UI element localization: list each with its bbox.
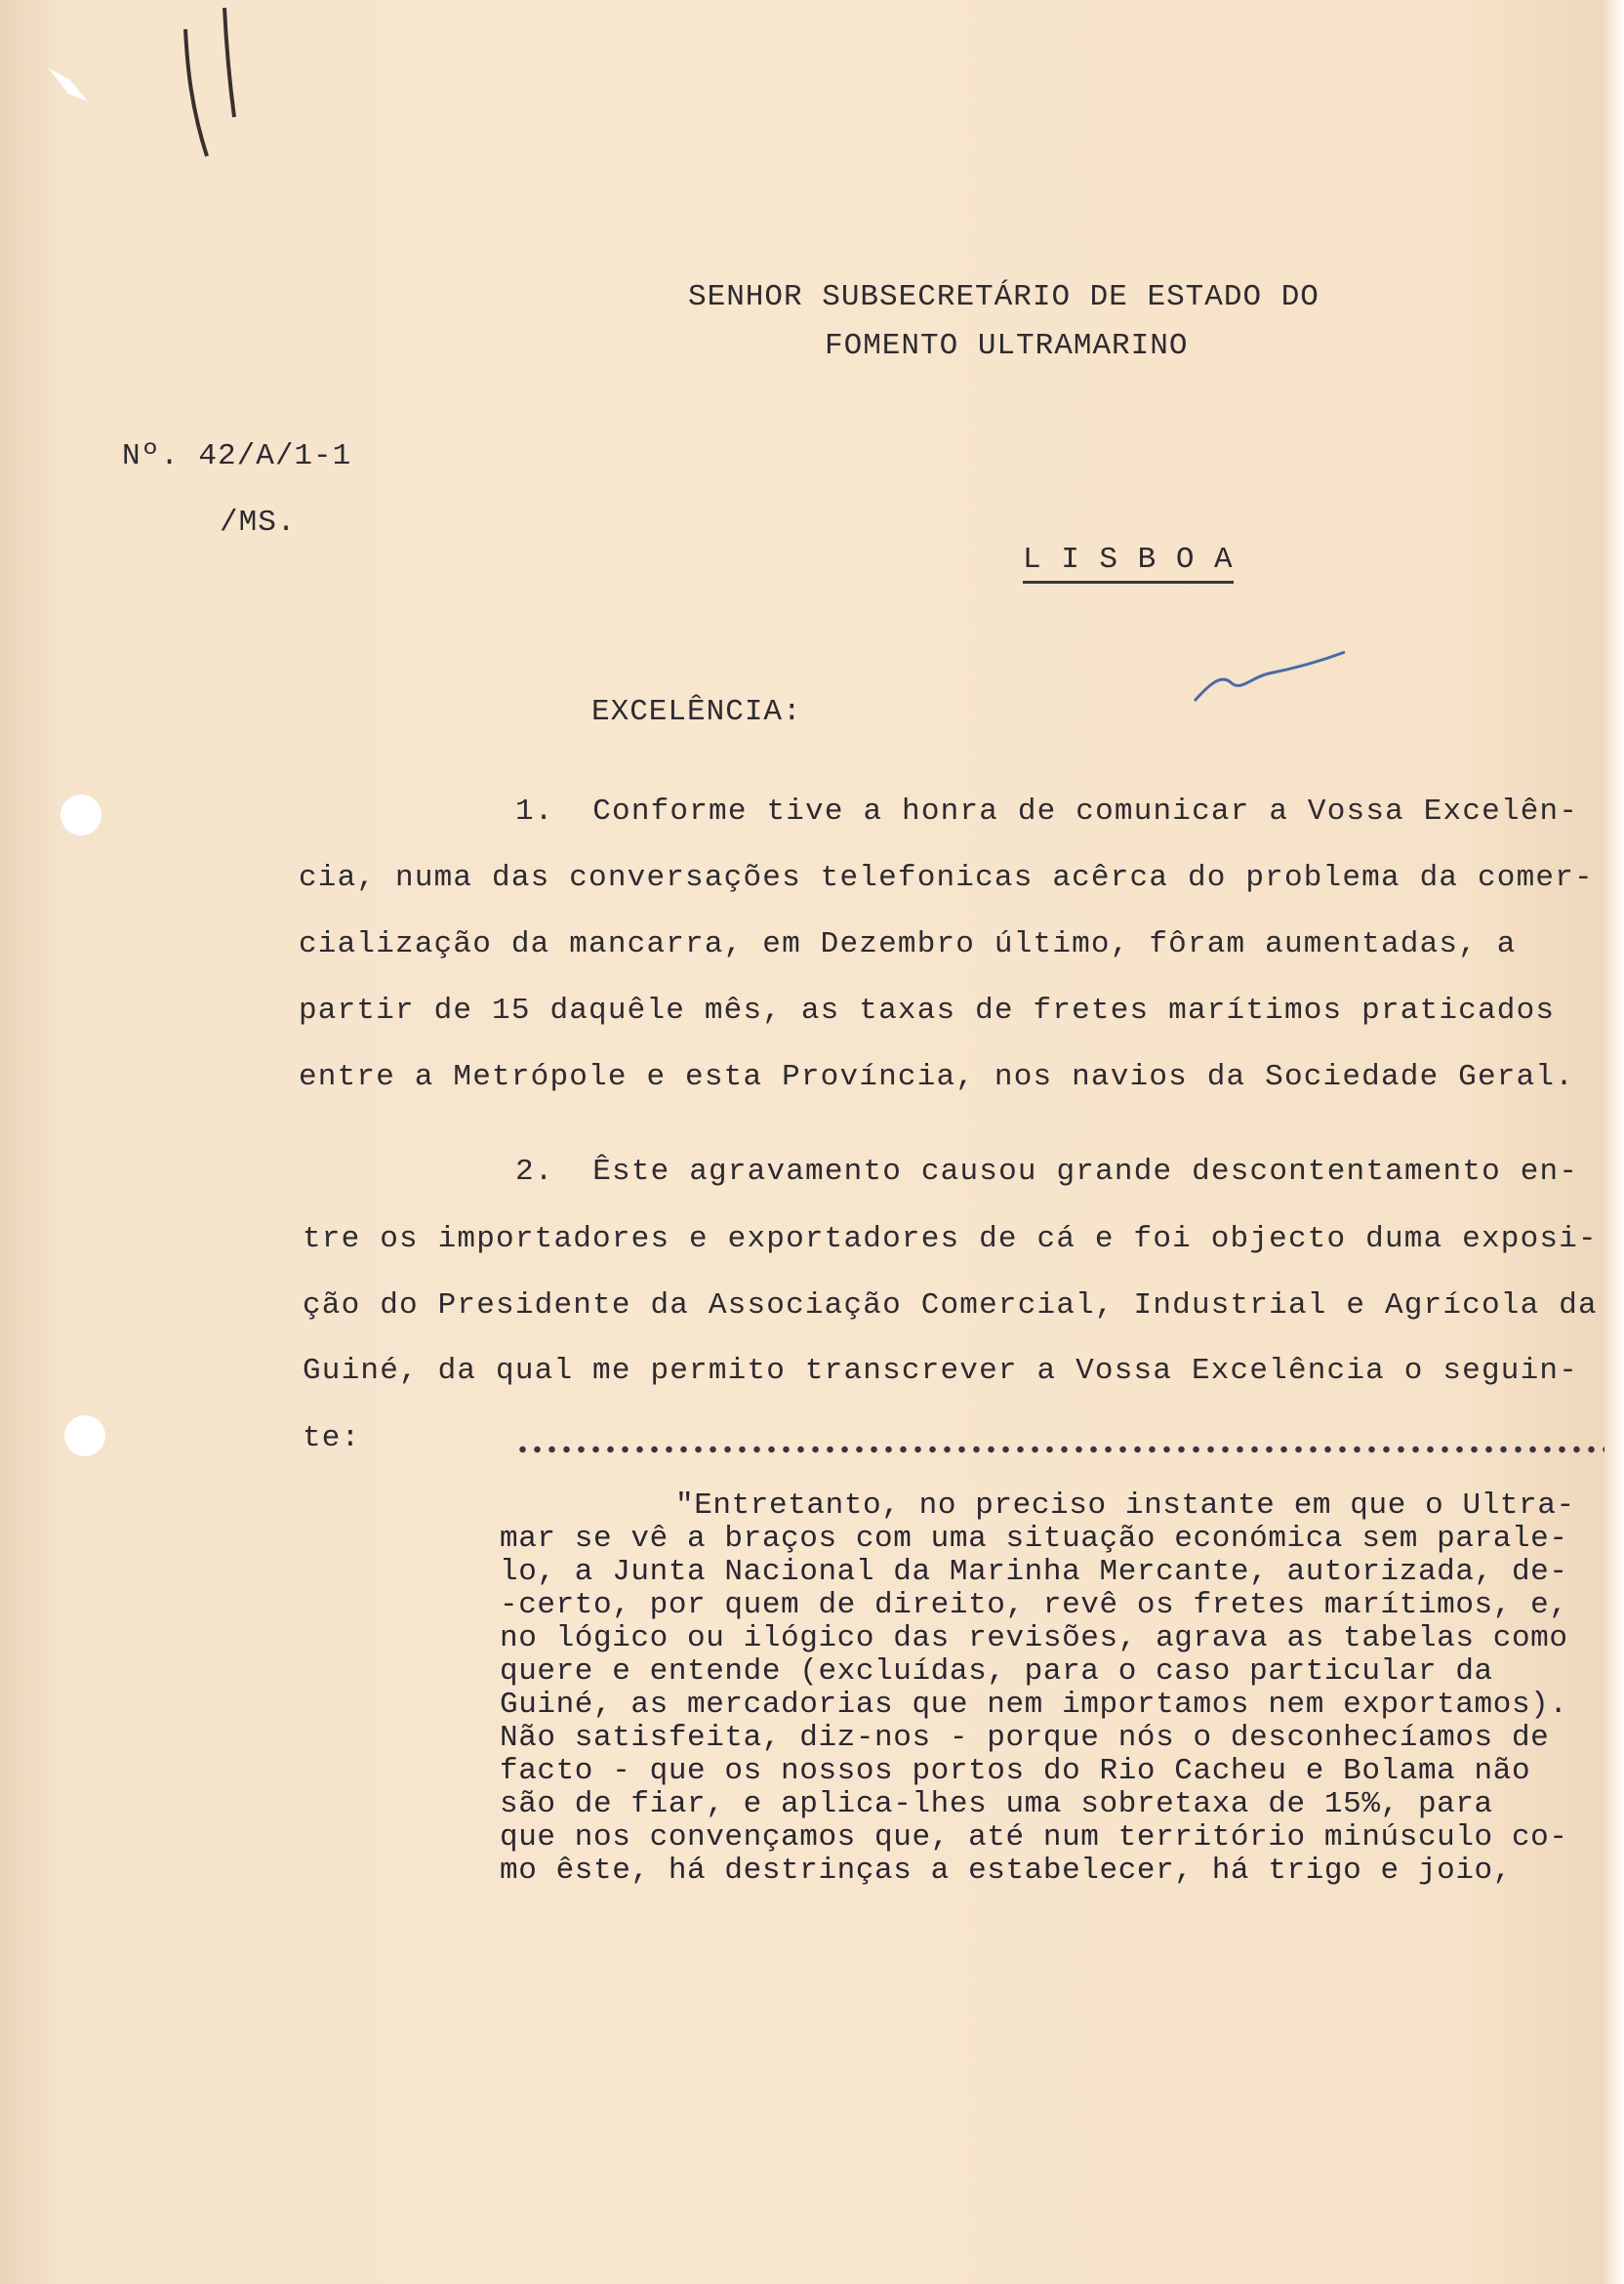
- quote-line: no lógico ou ilógico das revisões, agrava as tabelas como: [500, 1621, 1568, 1655]
- paragraph-1-line: entre a Metrópole e esta Província, nos navios da Sociedade Geral.: [299, 1060, 1574, 1094]
- quote-line: "Entretanto, no preciso instante em que o Ultra-: [675, 1489, 1575, 1523]
- reference-initials: /MS.: [220, 506, 297, 540]
- pen-stroke-right: [224, 8, 234, 117]
- recipient-line-2: FOMENTO ULTRAMARINO: [825, 329, 1189, 363]
- quote-line: -certo, por quem de direito, revê os fretes marítimos, e,: [500, 1588, 1568, 1622]
- paper-tear: [49, 68, 88, 102]
- dotted-separator: [515, 1445, 1604, 1454]
- quote-line: quere e entende (excluídas, para o caso particular da: [500, 1654, 1493, 1689]
- quote-line: lo, a Junta Nacional da Marinha Mercante, autorizada, de-: [500, 1555, 1568, 1589]
- salutation: EXCELÊNCIA:: [591, 695, 802, 729]
- quote-line: Guiné, as mercadorias que nem importamos nem exportamos).: [500, 1688, 1568, 1722]
- paragraph-1-line: cialização da mancarra, em Dezembro último, fôram aumentadas, a: [299, 927, 1517, 961]
- quote-line: são de fiar, e aplica-lhes uma sobretaxa de 15%, para: [500, 1787, 1493, 1821]
- quote-line: mar se vê a braços com uma situação económica sem parale-: [500, 1522, 1568, 1556]
- quote-line: Não satisfeita, diz-nos - porque nós o desconhecíamos de: [500, 1721, 1550, 1755]
- paragraph-1-line: partir de 15 daquêle mês, as taxas de fretes marítimos praticados: [299, 994, 1556, 1028]
- location-heading: L I S B O A: [1023, 543, 1234, 584]
- paragraph-2-line: ção do Presidente da Associação Comercial, Industrial e Agrícola da: [303, 1288, 1598, 1323]
- quote-line: facto - que os nossos portos do Rio Cacheu e Bolama não: [500, 1754, 1531, 1788]
- paragraph-1-line: cia, numa das conversações telefonicas acêrca do problema da comer-: [299, 861, 1594, 895]
- pencil-scribble: [1195, 652, 1345, 701]
- reference-number: Nº. 42/A/1-1: [122, 439, 352, 473]
- recipient-line-1: SENHOR SUBSECRETÁRIO DE ESTADO DO: [688, 280, 1320, 314]
- paragraph-2-line: 2. Êste agravamento causou grande descontentamento en-: [515, 1155, 1579, 1189]
- paragraph-2-line: te:: [303, 1421, 361, 1455]
- quote-line: mo êste, há destrinças a estabelecer, há trigo e joio,: [500, 1854, 1512, 1888]
- paragraph-2-line: tre os importadores e exportadores de cá e foi objecto duma exposi-: [303, 1222, 1598, 1256]
- paragraph-2-line: Guiné, da qual me permito transcrever a Vossa Excelência o seguin-: [303, 1354, 1578, 1388]
- pen-stroke-left: [185, 29, 207, 156]
- paragraph-1-line: 1. Conforme tive a honra de comunicar a Vossa Excelên-: [515, 795, 1579, 829]
- quote-line: que nos convençamos que, até num território minúsculo co-: [500, 1820, 1568, 1855]
